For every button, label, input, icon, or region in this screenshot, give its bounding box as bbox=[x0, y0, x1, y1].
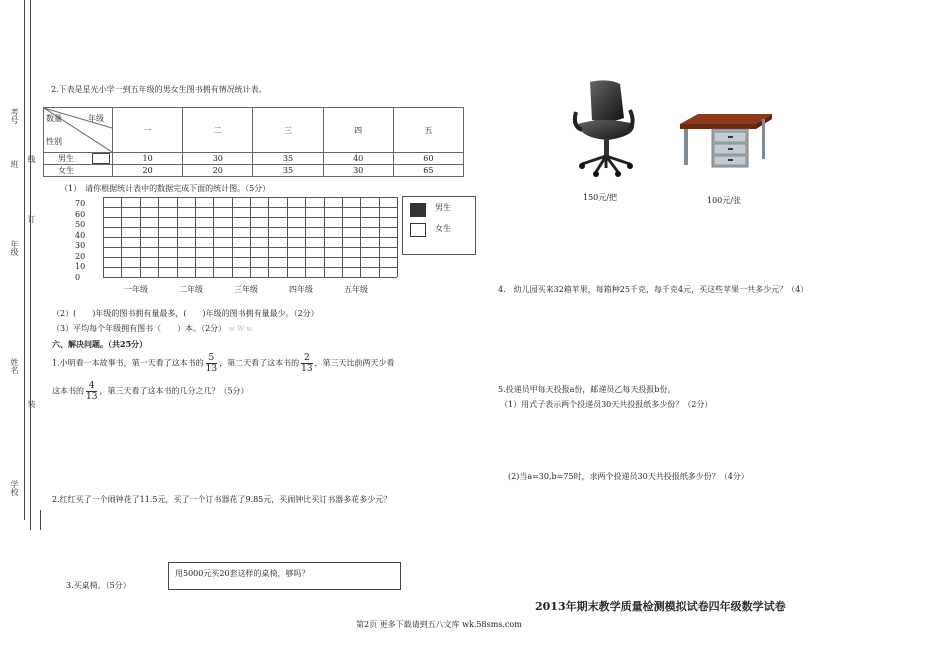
corner-label-quantity: 数量 bbox=[46, 114, 62, 123]
problem-1-text-c: ，第三天比前两天少看 bbox=[314, 358, 395, 368]
problem-1-text-d: 这本书的 bbox=[52, 386, 84, 396]
y-tick-label: 50 bbox=[75, 220, 86, 230]
grade-header: 一 bbox=[113, 108, 183, 153]
table-cell: 35 bbox=[253, 165, 323, 177]
x-category-label: 二年级 bbox=[179, 285, 203, 294]
chair-price: 150元/把 bbox=[583, 193, 617, 202]
grid-column-line bbox=[268, 197, 269, 277]
grid-column-line bbox=[250, 197, 251, 277]
binding-line-inner bbox=[30, 0, 31, 530]
grid-column-line bbox=[158, 197, 159, 277]
exam-title: 2013年期末教学质量检测模拟试卷四年级数学试卷 bbox=[535, 600, 786, 613]
grid-row-line bbox=[103, 277, 397, 278]
binding-label-line: 线 bbox=[27, 155, 36, 163]
grade-header: 四 bbox=[323, 108, 393, 153]
fraction-numerator: 2 bbox=[301, 353, 312, 364]
legend-label-boys: 男生 bbox=[435, 203, 451, 212]
grade-header: 五 bbox=[393, 108, 463, 153]
table-header-row bbox=[44, 108, 464, 153]
table-cell: 65 bbox=[393, 165, 463, 177]
x-category-label: 四年级 bbox=[289, 285, 313, 294]
problem-5: 5.投递员甲每天投报a份，邮递员乙每天投报b份。 bbox=[498, 385, 676, 394]
fraction-5-13 bbox=[206, 353, 217, 374]
binding-label-bind: 装 bbox=[27, 400, 36, 408]
problem-1-text-e: ，第三天看了这本书的几分之几？（5分） bbox=[99, 386, 249, 396]
fraction-denominator: 13 bbox=[205, 364, 218, 374]
problem-1-line-1 bbox=[52, 353, 395, 374]
table-corner-cell bbox=[44, 108, 113, 153]
stats-table bbox=[43, 107, 464, 177]
grid-column-line bbox=[121, 197, 122, 277]
office-chair-image bbox=[568, 78, 640, 178]
binding-label-exam-no: 考号 bbox=[10, 108, 19, 124]
grid-column-line bbox=[379, 197, 380, 277]
empty-box bbox=[92, 153, 110, 164]
fraction-numerator: 4 bbox=[86, 381, 97, 392]
grid-column-line bbox=[397, 197, 398, 277]
binding-label-class: 班 bbox=[10, 160, 19, 168]
binding-label-school: 学校 bbox=[10, 480, 19, 496]
problem-1-text-a: 1.小明看一本故事书，第一天看了这本书的 bbox=[52, 358, 204, 368]
legend-swatch-girls bbox=[410, 223, 426, 237]
table-cell: 30 bbox=[323, 165, 393, 177]
grid-column-line bbox=[305, 197, 306, 277]
x-category-label: 三年级 bbox=[234, 285, 258, 294]
table-cell: 20 bbox=[183, 165, 253, 177]
fraction-denominator: 13 bbox=[301, 364, 313, 374]
y-tick-label: 10 bbox=[75, 262, 86, 272]
grade-header: 三 bbox=[253, 108, 323, 153]
question-2-3-text: （3）平均每个年级拥有图书（ ）本。（2分） bbox=[52, 324, 227, 333]
legend-label-girls: 女生 bbox=[435, 224, 451, 233]
y-tick-label: 30 bbox=[75, 241, 86, 251]
answer-box-text: 用5000元买20套这样的桌椅，够吗？ bbox=[175, 569, 310, 578]
stats-intro: 2.下表是星光小学一到五年级的男女生图书拥有情况统计表。 bbox=[51, 85, 267, 94]
grid-column-line bbox=[287, 197, 288, 277]
binding-label-order: 订 bbox=[27, 215, 36, 223]
grid-column-line bbox=[103, 197, 104, 277]
office-desk-image bbox=[678, 110, 774, 172]
grid-column-line bbox=[140, 197, 141, 277]
table-cell: 35 bbox=[253, 153, 323, 165]
x-category-label: 一年级 bbox=[124, 285, 148, 294]
fraction-4-13 bbox=[86, 381, 97, 402]
y-tick-label: 0 bbox=[75, 273, 81, 282]
binding-tick bbox=[40, 510, 41, 530]
problem-4: 4. 幼儿园买来32箱苹果，每箱种25千克，每千克4元，买这些苹果一共多少元？（4） bbox=[498, 285, 809, 294]
binding-label-grade: 年级 bbox=[10, 240, 19, 256]
table-cell: 40 bbox=[323, 153, 393, 165]
binding-label-name: 姓名 bbox=[10, 358, 19, 374]
desk-price: 100元/张 bbox=[707, 196, 741, 205]
row-label-girls: 女生 bbox=[44, 165, 113, 177]
fraction-numerator: 5 bbox=[206, 353, 217, 364]
fraction-2-13 bbox=[301, 353, 312, 374]
y-tick-label: 60 bbox=[75, 209, 86, 219]
fraction-denominator: 13 bbox=[86, 392, 98, 402]
grid-column-line bbox=[360, 197, 361, 277]
watermark-text: w W w. bbox=[228, 325, 254, 333]
question-2-2: （2）( )年级的图书拥有量最多，( )年级的图书拥有量最少。（2分） bbox=[52, 309, 319, 318]
binding-line-outer bbox=[24, 0, 25, 520]
grid-column-line bbox=[195, 197, 196, 277]
legend-swatch-boys bbox=[410, 203, 426, 217]
section-heading: 六、解决问题。（共25分） bbox=[52, 339, 148, 349]
problem-1-text-b: ，第二天看了这本书的 bbox=[219, 358, 300, 368]
table-cell: 60 bbox=[393, 153, 463, 165]
grid-column-line bbox=[342, 197, 343, 277]
table-cell: 20 bbox=[113, 165, 183, 177]
y-tick-label: 70 bbox=[75, 199, 86, 208]
question-2-1: （1） 请你根据统计表中的数据完成下面的统计图。（5分） bbox=[60, 184, 271, 193]
corner-label-grade: 年级 bbox=[88, 114, 104, 123]
table-row bbox=[44, 165, 464, 177]
question-2-3 bbox=[52, 323, 254, 334]
problem-5-part-1: （1）用式子表示两个投递员30天共投报纸多少份？（2分） bbox=[500, 400, 713, 409]
problem-2: 2.红红买了一个闹钟花了11.5元，买了一个订书器花了9.85元，买闹钟比买订书器多花多少元？ bbox=[52, 495, 392, 504]
row-label-boys: 男生 bbox=[44, 153, 113, 165]
grid-column-line bbox=[177, 197, 178, 277]
grid-column-line bbox=[213, 197, 214, 277]
y-tick-label: 40 bbox=[75, 230, 86, 240]
problem-5-part-2: (2)当a=30,b=75时，求两个投递员30天共投报纸多少份？（4分） bbox=[508, 472, 749, 481]
grade-header: 二 bbox=[183, 108, 253, 153]
answer-box bbox=[168, 562, 401, 590]
problem-3: 3.买桌椅。（5分） bbox=[66, 581, 131, 590]
chart-legend bbox=[402, 196, 476, 255]
grid-column-line bbox=[232, 197, 233, 277]
page-footer: 第2页 更多下载请到五八文库 wk.58sms.com bbox=[356, 620, 522, 629]
grid-column-line bbox=[324, 197, 325, 277]
table-cell: 10 bbox=[113, 153, 183, 165]
corner-label-gender: 性别 bbox=[46, 137, 62, 146]
problem-1-line-2 bbox=[52, 381, 249, 402]
x-category-label: 五年级 bbox=[344, 285, 368, 294]
table-cell: 30 bbox=[183, 153, 253, 165]
y-tick-label: 20 bbox=[75, 251, 86, 261]
